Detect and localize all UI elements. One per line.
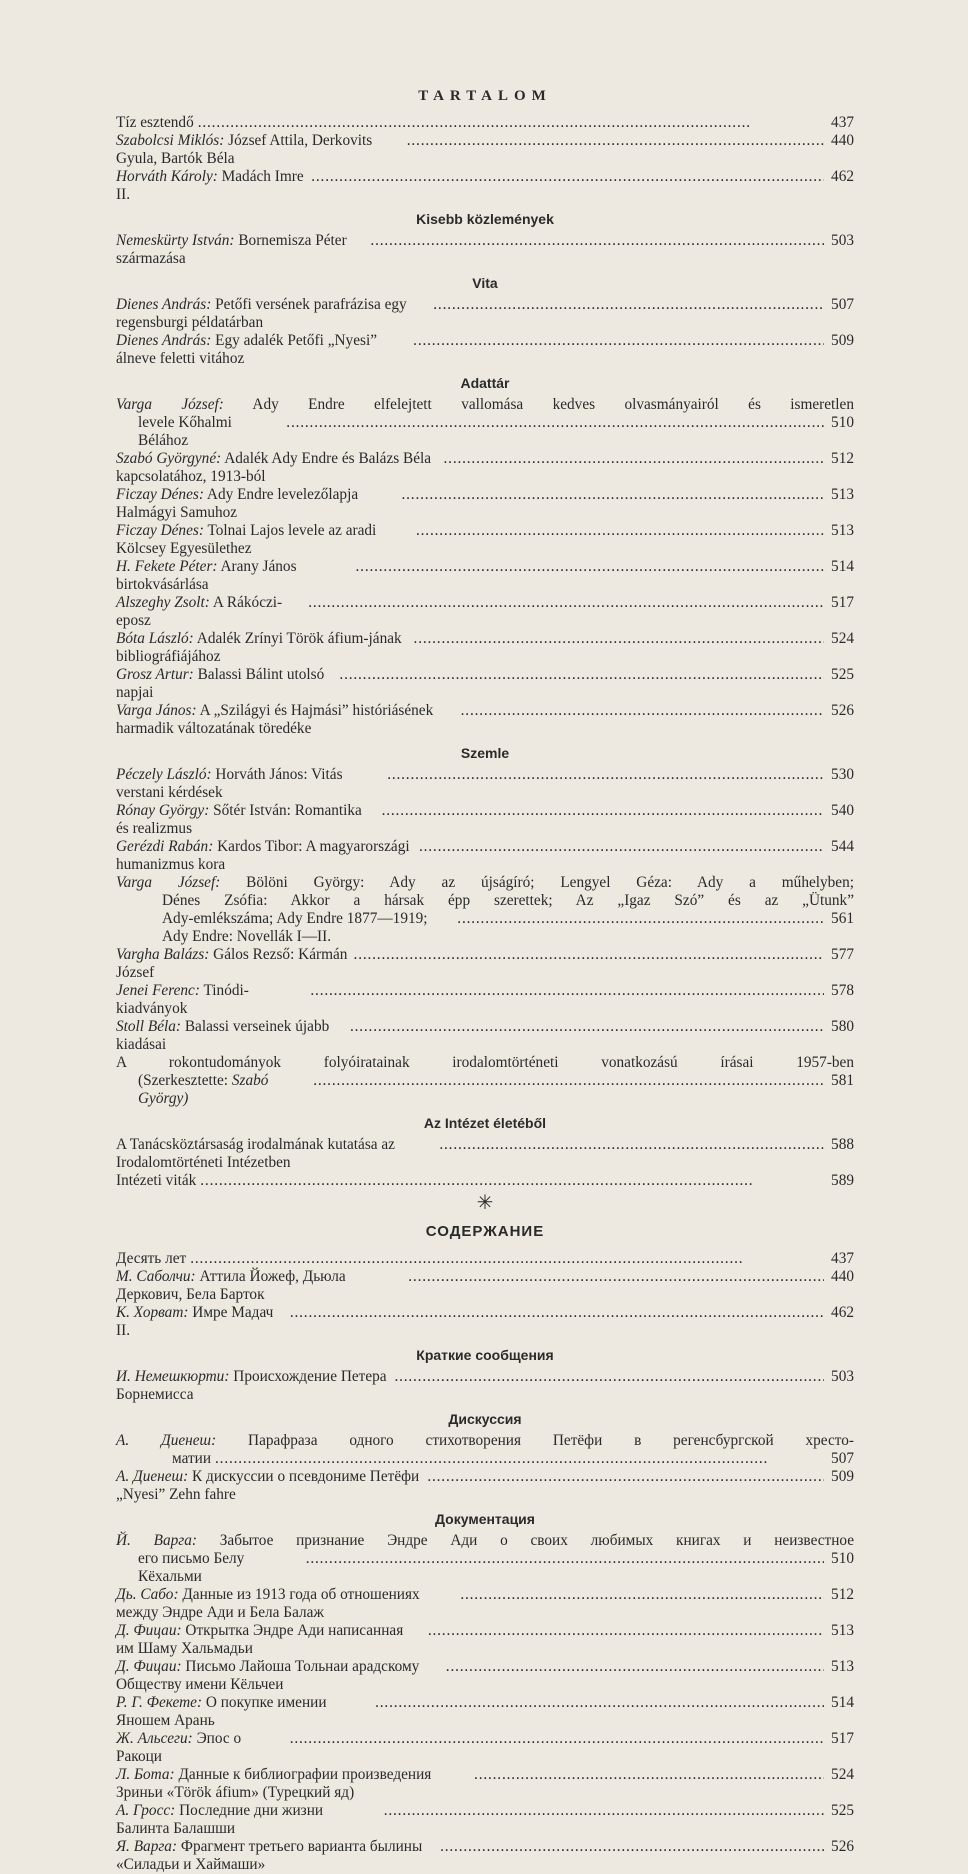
toc-entry	[116, 1136, 854, 1172]
entry-text	[116, 486, 398, 522]
entry-author: А. Диенеш:	[116, 1468, 189, 1485]
toc-entry	[116, 1694, 854, 1730]
entry-text	[116, 1304, 286, 1340]
toc-entry	[116, 1658, 854, 1694]
section-heading-intezet: Az Intézet életéből	[423, 1115, 547, 1131]
leader-dots	[387, 766, 824, 784]
toc-entry	[116, 114, 854, 132]
entry-title: Egy adalék Petőfi „Nyesi” álneve feletti vitához	[116, 332, 377, 367]
page-number: 503	[831, 232, 854, 249]
leader-dots	[433, 296, 824, 314]
entry-text	[116, 594, 304, 630]
entry-author: А. Диенеш:	[116, 1432, 217, 1449]
entry-title-line: Bölöni György: Ady az újságíró; Lengyel Géza: Ady a műhelyben;	[246, 874, 854, 891]
entry-text	[116, 702, 457, 738]
leader-dots	[310, 982, 824, 1000]
main-entries	[116, 114, 854, 204]
entry-author: H. Fekete Péter:	[116, 558, 218, 575]
entry-author: М. Саболчи:	[116, 1268, 196, 1285]
leader-dots	[286, 414, 824, 432]
entry-title: Bornemisza Péter származása	[116, 232, 347, 267]
entry-title: Открытка Эндре Ади написанная им Шаму Хальмадьи	[116, 1622, 404, 1657]
entry-title: Tíz esztendő	[116, 114, 194, 131]
section-heading-szemle: Szemle	[460, 745, 510, 761]
entry-author: Ficzay Dénes:	[116, 486, 204, 503]
page-number: 513	[831, 486, 854, 503]
toc-entry	[116, 296, 854, 332]
toc-entry	[116, 132, 854, 168]
page-number: 510	[831, 1550, 854, 1567]
page-number: 507	[831, 1450, 854, 1467]
leader-dots	[416, 522, 824, 540]
entry-text	[116, 1802, 380, 1838]
entry-text	[116, 1658, 442, 1694]
entry-text	[116, 838, 415, 874]
entry-text	[116, 132, 403, 168]
page-number: 517	[831, 1730, 854, 1747]
entry-title: Madách Imre II.	[116, 168, 304, 203]
szemle-entries-a	[116, 766, 854, 874]
entry-title: Balassi Bálint utolsó napjai	[116, 666, 325, 701]
leader-dots	[384, 1802, 824, 1820]
entry-author: Dienes András:	[116, 332, 212, 349]
toc-entry	[116, 1838, 854, 1874]
entry-text	[116, 558, 352, 594]
entry-title: Horváth János: Vitás verstani kérdések	[116, 766, 343, 801]
leader-dots	[290, 1304, 824, 1322]
entry-title-line: матии	[172, 1450, 212, 1467]
page-number: 512	[831, 450, 854, 467]
entry-title-line: Парафраза одного стихотворения Петёфи в регенсбургской хресто-	[248, 1432, 854, 1449]
star-separator-icon: ✳	[476, 1192, 494, 1214]
section-heading-ru-dokumentacia: Документация	[435, 1511, 535, 1527]
entry-title: Kardos Tibor: A magyarországi humanizmus kora	[116, 838, 410, 873]
page-number: 581	[831, 1072, 854, 1089]
section-heading-ru-diskussia: Дискуссия	[448, 1411, 522, 1427]
toc-entry	[116, 666, 854, 702]
entry-title: Данные из 1913 года об отношениях между Эндре Ади и Бела Балаж	[116, 1586, 420, 1621]
leader-dots	[200, 1172, 824, 1190]
entry-text	[116, 1136, 435, 1172]
leader-dots	[354, 946, 824, 964]
toc-entry	[116, 702, 854, 738]
toc-entry	[116, 1368, 854, 1404]
page-number: 507	[831, 296, 854, 313]
leader-dots	[407, 132, 824, 150]
leader-dots	[474, 1766, 824, 1784]
toc-entry	[116, 232, 854, 268]
entry-title-line: A rokontudományok folyóiratainak irodalomtörténeti vonatkozású írásai 1957-ben	[116, 1054, 854, 1071]
entry-text	[116, 1694, 371, 1730]
entry-title: Ady Endre levelezőlapja Halmágyi Samuhoz	[116, 486, 359, 521]
leader-dots	[190, 1250, 824, 1268]
toc-entry	[116, 1730, 854, 1766]
leader-dots	[339, 666, 824, 684]
entry-title: Petőfi versének parafrázisa egy regensburgi példatárban	[116, 296, 407, 331]
page-number: 440	[831, 132, 854, 149]
toc-entry	[116, 946, 854, 982]
leader-dots	[444, 450, 824, 468]
entry-title: A Tanácsköztársaság irodalmának kutatása az Irodalomtörténeti Intézetben	[116, 1136, 395, 1171]
entry-author: Vargha Balázs:	[116, 946, 210, 963]
toc-entry	[116, 802, 854, 838]
leader-dots	[370, 232, 824, 250]
entry-title: Balassi verseinek újabb kiadásai	[116, 1018, 330, 1053]
entry-author: Gerézdi Rabán:	[116, 838, 214, 855]
entry-title: Фрагмент третьего варианта былины «Силадьи и Хаймаши»	[116, 1838, 423, 1873]
toc-entry	[116, 1766, 854, 1802]
entry-author: Д. Фицаи:	[116, 1658, 182, 1675]
page-number: 577	[831, 946, 854, 963]
entry-text	[116, 1250, 186, 1268]
entry-title: Sőtér István: Romantika és realizmus	[116, 802, 362, 837]
toc-entry-multiline	[116, 874, 854, 946]
page-number: 514	[831, 558, 854, 575]
leader-dots	[308, 594, 824, 612]
entry-text	[116, 946, 350, 982]
entry-text	[116, 1622, 424, 1658]
entry-title: Имре Мадач II.	[116, 1304, 274, 1339]
entry-author: Д. Фицаи:	[116, 1622, 182, 1639]
entry-title: О покупке имении Яношем Арань	[116, 1694, 327, 1729]
entry-title: A „Szilágyi és Hajmási” históriásének harmadik változatának töredéke	[116, 702, 434, 737]
entry-author: Я. Варга:	[116, 1838, 178, 1855]
entry-title: Последние дни жизни Балинта Балашши	[116, 1802, 324, 1837]
szemle-entries-b	[116, 946, 854, 1054]
entry-text	[116, 450, 440, 486]
leader-dots	[414, 630, 824, 648]
ru-dok-entries	[116, 1586, 854, 1874]
page-number: 514	[831, 1694, 854, 1711]
page-number: 525	[831, 666, 854, 683]
entry-title: Tinódi-kiadványok	[116, 982, 249, 1017]
entry-author: Varga József:	[116, 874, 221, 891]
page-number: 526	[831, 702, 854, 719]
entry-author: Péczely László:	[116, 766, 212, 783]
toc-entry	[116, 332, 854, 368]
entry-author: Л. Бота:	[116, 1766, 175, 1783]
page-number: 462	[831, 1304, 854, 1321]
entry-title: Gálos Rezső: Kármán József	[116, 946, 348, 981]
entry-text	[116, 168, 307, 204]
entry-title: Tolnai Lajos levele az aradi Kölcsey Egyesülethez	[116, 522, 377, 557]
entry-title: Данные к библиографии произведения Зриньи «Török áfium» (Турецкий яд)	[116, 1766, 432, 1801]
entry-author: Bóta László:	[116, 630, 194, 647]
entry-text	[116, 232, 366, 268]
entry-author: Jenei Ferenc:	[116, 982, 200, 999]
leader-dots	[311, 168, 824, 186]
entry-title-line: Dénes Zsófia: Akkor a hársak épp szerettek; Az „Igaz Szó” és az „Ütunk”	[162, 892, 854, 909]
entry-text	[116, 1018, 346, 1054]
entry-title-line: Ady-emlékszáma; Ady Endre 1877—1919; Ady Endre: Novellák I—II.	[162, 910, 428, 945]
toc-entry	[116, 1622, 854, 1658]
entry-title-line: его письмо Белу Кёхальми	[138, 1550, 245, 1585]
entry-author: Varga János:	[116, 702, 197, 719]
entry-text	[116, 630, 410, 666]
entry-title-line: Забытое признание Эндре Ади о своих любимых книгах и неизвестное	[219, 1532, 855, 1549]
leader-dots	[290, 1730, 824, 1748]
entry-text	[116, 522, 412, 558]
leader-dots	[408, 1268, 824, 1286]
toc-entry-multiline	[116, 1532, 854, 1586]
section-heading-vita: Vita	[472, 275, 498, 291]
leader-dots	[313, 1072, 824, 1090]
page-number: 437	[831, 114, 854, 131]
entry-text	[116, 1730, 286, 1766]
page-number: 580	[831, 1018, 854, 1035]
toc-entry	[116, 486, 854, 522]
vita-entries	[116, 296, 854, 368]
kisebb-entries	[116, 232, 854, 268]
page-number: 437	[831, 1250, 854, 1267]
page-number: 517	[831, 594, 854, 611]
toc-entry-multiline	[116, 1432, 854, 1468]
leader-dots	[439, 1136, 824, 1154]
entry-title-line: levele Kőhalmi Bélához	[138, 414, 232, 449]
entry-text	[116, 1586, 456, 1622]
table-of-contents	[116, 84, 854, 1874]
toc-entry-multiline	[116, 1054, 854, 1108]
toc-entry	[116, 766, 854, 802]
toc-entry	[116, 1018, 854, 1054]
entry-author: И. Немешкюрти:	[116, 1368, 230, 1385]
entry-author: К. Хорват:	[116, 1304, 189, 1321]
entry-text	[116, 114, 194, 132]
page-title: TARTALOM	[418, 88, 552, 104]
leader-dots	[427, 1468, 824, 1486]
toc-entry	[116, 1586, 854, 1622]
entry-author: Szabó György)	[138, 1072, 269, 1107]
toc-entry	[116, 450, 854, 486]
leader-dots	[440, 1838, 824, 1856]
leader-dots	[460, 1586, 824, 1604]
entry-author: Ж. Альсеги:	[116, 1730, 193, 1747]
leader-dots	[457, 910, 824, 928]
entry-text	[116, 1268, 404, 1304]
entry-title: К дискуссии о псевдониме Петёфи „Nyesi” Zehn fahre	[116, 1468, 420, 1503]
entry-text	[116, 1766, 470, 1802]
entry-title: Аттила Йожеф, Дьюла Деркович, Бела Барток	[116, 1268, 346, 1303]
entry-author: Grosz Artur:	[116, 666, 194, 683]
page-number: 524	[831, 630, 854, 647]
page-number: 513	[831, 1622, 854, 1639]
page-number: 530	[831, 766, 854, 783]
leader-dots	[446, 1658, 824, 1676]
entry-text	[116, 1838, 436, 1874]
entry-author: Й. Варга:	[116, 1532, 197, 1549]
leader-dots	[356, 558, 824, 576]
page-number: 513	[831, 1658, 854, 1675]
toc-entry	[116, 594, 854, 630]
entry-author: Alszeghy Zsolt:	[116, 594, 210, 611]
page-number: 462	[831, 168, 854, 185]
leader-dots	[413, 332, 824, 350]
entry-author: Rónay György:	[116, 802, 210, 819]
ru-kratkie-entries	[116, 1368, 854, 1404]
entry-author: Dienes András:	[116, 296, 212, 313]
toc-entry	[116, 168, 854, 204]
entry-text	[116, 802, 378, 838]
leader-dots	[461, 702, 824, 720]
adattar-entries	[116, 450, 854, 738]
entry-author: Varga József:	[116, 396, 224, 413]
leader-dots	[394, 1368, 824, 1386]
entry-text	[116, 766, 383, 802]
entry-author: А. Гросс:	[116, 1802, 176, 1819]
entry-title: József Attila, Derkovits Gyula, Bartók Béla	[116, 132, 373, 167]
leader-dots	[215, 1450, 824, 1468]
entry-text	[116, 666, 335, 702]
page-number: 578	[831, 982, 854, 999]
page-number: 561	[831, 910, 854, 927]
toc-entry	[116, 522, 854, 558]
page-number: 509	[831, 1468, 854, 1485]
section-heading-adattar: Adattár	[460, 375, 510, 391]
ru-main-entries	[116, 1250, 854, 1340]
entry-text	[116, 296, 429, 332]
entry-author: Szabolcsi Miklós:	[116, 132, 225, 149]
entry-text	[116, 332, 409, 368]
toc-entry	[116, 838, 854, 874]
leader-dots	[428, 1622, 824, 1640]
leader-dots	[402, 486, 825, 504]
toc-entry	[116, 630, 854, 666]
page-number: 509	[831, 332, 854, 349]
page-number: 503	[831, 1368, 854, 1385]
entry-title: A Rákóczi-eposz	[116, 594, 283, 629]
entry-title: Происхождение Петера Борнемисса	[116, 1368, 387, 1403]
entry-text	[116, 982, 306, 1018]
entry-title: Письмо Лайоша Тольнаи арадскому Обществу имени Кёльчеи	[116, 1658, 420, 1693]
page-number: 589	[831, 1172, 854, 1189]
entry-author: Nemeskürty István:	[116, 232, 235, 249]
entry-author: Ficzay Dénes:	[116, 522, 204, 539]
entry-title: Intézeti viták	[116, 1172, 197, 1189]
leader-dots	[198, 114, 824, 132]
toc-entry	[116, 1468, 854, 1504]
toc-entry	[116, 982, 854, 1018]
entry-text	[116, 1172, 196, 1190]
page-number: 525	[831, 1802, 854, 1819]
section-heading-kisebb: Kisebb közlemények	[416, 211, 554, 227]
page-number: 510	[831, 414, 854, 431]
entry-title-line: (Szerkesztette:	[138, 1072, 229, 1089]
russian-title: СОДЕРЖАНИЕ	[425, 1223, 545, 1240]
page-number: 440	[831, 1268, 854, 1285]
entry-title: Эпос о Ракоци	[116, 1730, 242, 1765]
entry-title: Adalék Zrínyi Török áfium-jának bibliográfiájához	[116, 630, 402, 665]
page-number: 513	[831, 522, 854, 539]
toc-entry	[116, 558, 854, 594]
ru-disk-entries	[116, 1468, 854, 1504]
page-number: 588	[831, 1136, 854, 1153]
entry-author: Дь. Сабо:	[116, 1586, 179, 1603]
toc-entry	[116, 1172, 854, 1190]
page-number: 512	[831, 1586, 854, 1603]
page-number: 526	[831, 1838, 854, 1855]
page-number: 544	[831, 838, 854, 855]
toc-entry	[116, 1268, 854, 1304]
entry-title: Десять лет	[116, 1250, 187, 1267]
entry-text	[116, 1468, 423, 1504]
toc-entry	[116, 1250, 854, 1268]
entry-text	[116, 1368, 390, 1404]
leader-dots	[382, 802, 824, 820]
toc-entry	[116, 1802, 854, 1838]
entry-title: Adalék Ady Endre és Balázs Béla kapcsolatához, 1913-ból	[116, 450, 432, 485]
toc-entry	[116, 1304, 854, 1340]
entry-author: Р. Г. Фекете:	[116, 1694, 203, 1711]
leader-dots	[419, 838, 824, 856]
leader-dots	[306, 1550, 824, 1568]
intezet-entries	[116, 1136, 854, 1190]
entry-title-line: Ady Endre elfelejtett vallomása kedves olvasmányairól és ismeretlen	[252, 396, 854, 413]
page-number: 524	[831, 1766, 854, 1783]
entry-author: Szabó Györgyné:	[116, 450, 222, 467]
leader-dots	[375, 1694, 824, 1712]
toc-entry-multiline	[116, 396, 854, 450]
entry-author: Horváth Károly:	[116, 168, 218, 185]
entry-title: Arany János birtokvásárlása	[116, 558, 297, 593]
leader-dots	[350, 1018, 824, 1036]
entry-author: Stoll Béla:	[116, 1018, 181, 1035]
page-number: 540	[831, 802, 854, 819]
section-heading-ru-kratkie: Краткие сообщения	[416, 1347, 554, 1363]
